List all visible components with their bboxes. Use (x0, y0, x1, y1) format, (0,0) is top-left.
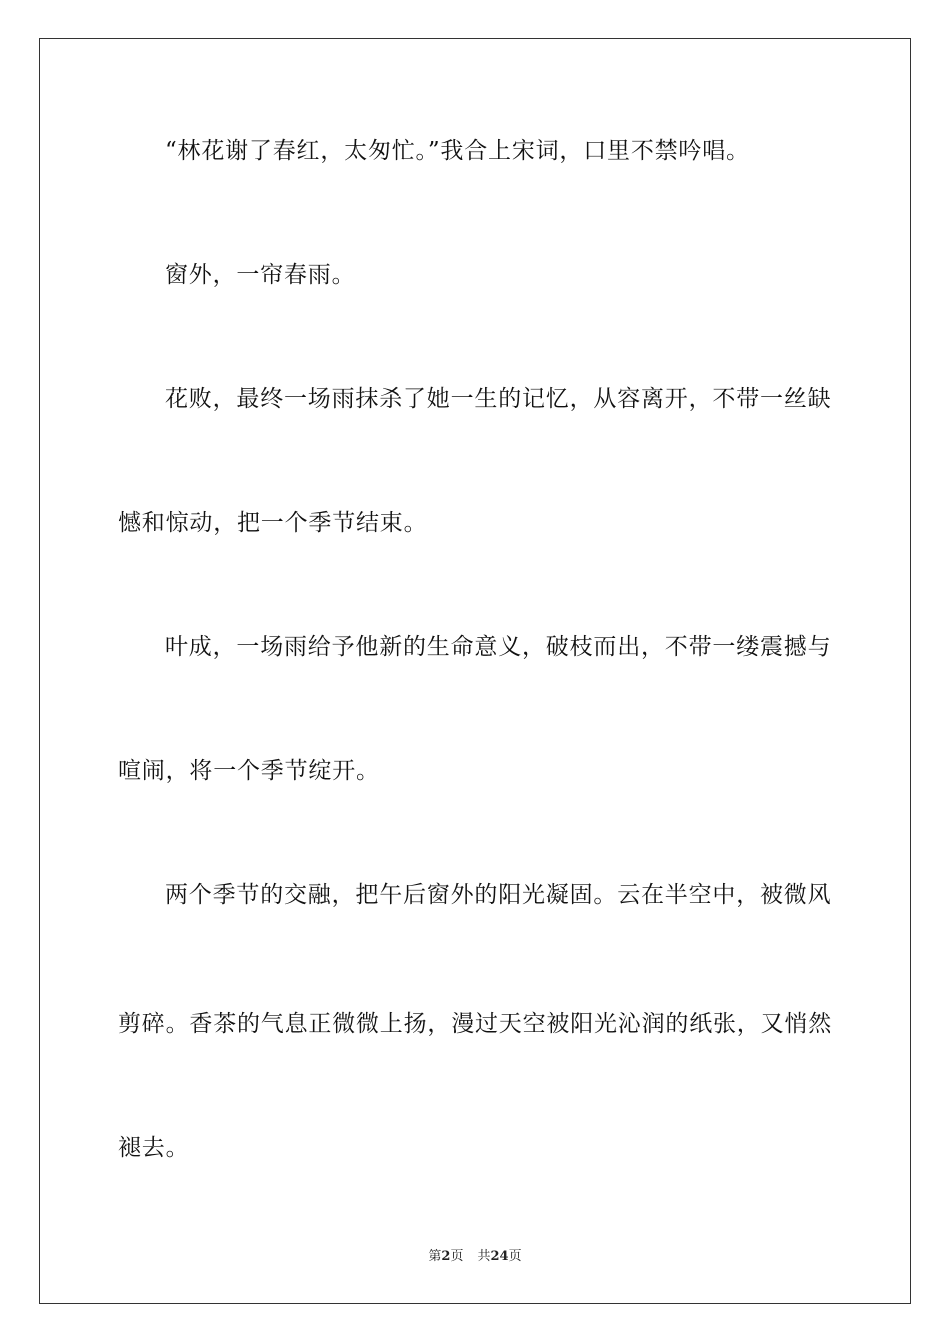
page-prefix: 第 (428, 1249, 442, 1264)
total-pages: 24 (490, 1249, 509, 1264)
paragraph-4-line-1: 叶成，一场雨给予他新的生命意义，破枝而出，不带一缕震撼与 (165, 634, 832, 660)
paragraph-3-line-2: 憾和惊动，把一个季节结束。 (118, 510, 428, 536)
paragraph-5-line-2: 剪碎。香茶的气息正微微上扬，漫过天空被阳光沁润的纸张，又悄然 (118, 1011, 832, 1037)
paragraph-4-line-2: 喧闹，将一个季节绽开。 (118, 758, 380, 784)
paragraph-2-line-1: 窗外，一帘春雨。 (165, 262, 356, 288)
page-frame (39, 38, 911, 1304)
paragraph-5-line-3: 褪去。 (118, 1135, 190, 1161)
paragraph-1-line-1: “林花谢了春红，太匆忙。”我合上宋词，口里不禁吟唱。 (165, 138, 750, 164)
total-prefix: 共 (477, 1249, 491, 1264)
total-suffix: 页 (508, 1249, 522, 1264)
page-number: 2 (441, 1249, 451, 1264)
page-suffix: 页 (450, 1249, 464, 1264)
paragraph-5-line-1: 两个季节的交融，把午后窗外的阳光凝固。云在半空中，被微风 (165, 882, 832, 908)
page-footer (0, 1248, 950, 1266)
paragraph-3-line-1: 花败，最终一场雨抹杀了她一生的记忆，从容离开，不带一丝缺 (165, 386, 832, 412)
